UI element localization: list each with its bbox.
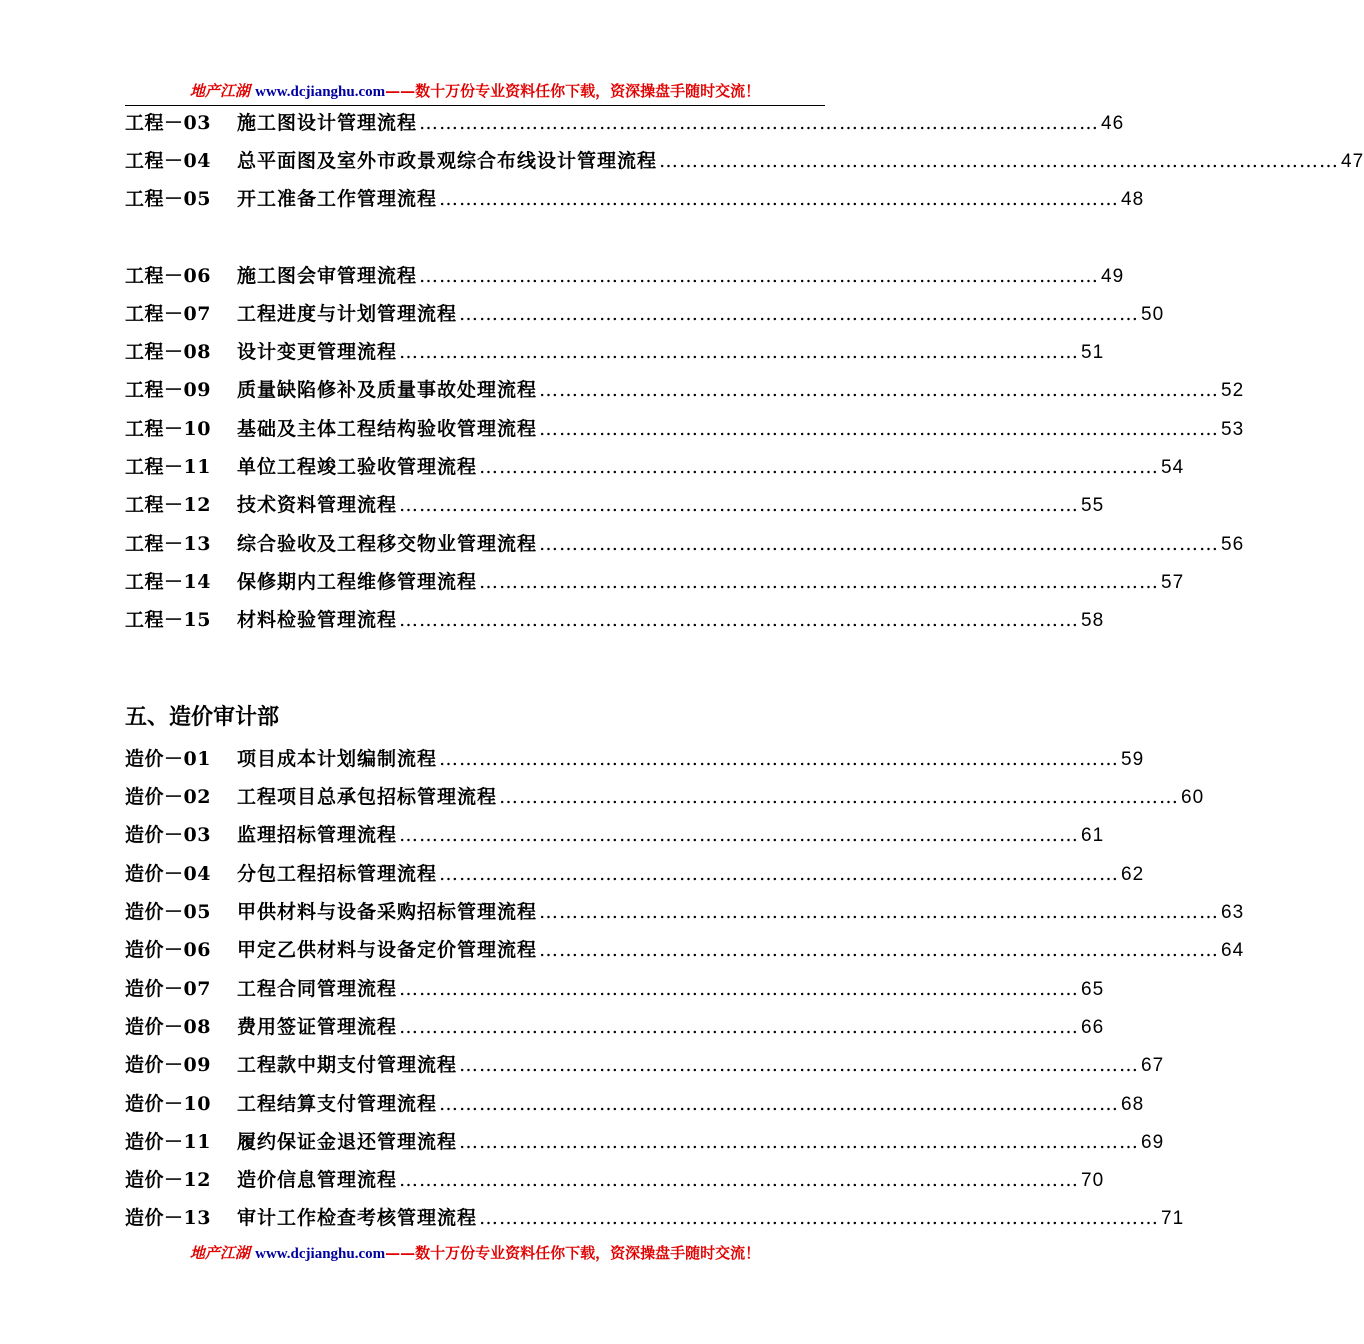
toc-page-number: 55: [1081, 495, 1105, 516]
toc-code: 造价－07: [125, 978, 211, 1000]
toc-title: 开工准备工作管理流程: [237, 188, 438, 210]
toc-leader-dots: …………………………………………………………………………………………: [459, 1054, 1140, 1076]
toc-code: 工程－13: [125, 533, 211, 555]
toc-entry[interactable]: [125, 1165, 1105, 1195]
toc-page-number: 54: [1161, 457, 1185, 478]
toc-leader-dots: …………………………………………………………………………………………: [539, 901, 1220, 923]
toc-leader-dots: …………………………………………………………………………………………: [459, 1131, 1140, 1153]
toc-page-number: 64: [1221, 940, 1245, 961]
toc-code: 造价－03: [125, 824, 211, 846]
toc-code: 工程－12: [125, 494, 211, 516]
toc-page-number: 48: [1121, 189, 1145, 210]
toc-title: 工程结算支付管理流程: [237, 1093, 438, 1115]
footer-brand: 地产江湖: [189, 1244, 250, 1262]
toc-entry[interactable]: [125, 184, 1145, 214]
toc-title: 甲定乙供材料与设备定价管理流程: [237, 939, 538, 961]
toc-code: 工程－11: [125, 456, 211, 478]
toc-page-number: 53: [1221, 419, 1245, 440]
toc-leader-dots: …………………………………………………………………………………………: [539, 379, 1220, 401]
toc-code: 工程－14: [125, 571, 211, 593]
toc-entry[interactable]: [125, 897, 1245, 927]
toc-title: 材料检验管理流程: [237, 609, 398, 631]
toc-page-number: 56: [1221, 534, 1245, 555]
toc-page-number: 57: [1161, 572, 1185, 593]
toc-leader-dots: …………………………………………………………………………………………: [539, 939, 1220, 961]
toc-entry[interactable]: [125, 859, 1145, 889]
toc-title: 设计变更管理流程: [237, 341, 398, 363]
toc-title: 基础及主体工程结构验收管理流程: [237, 418, 538, 440]
toc-entry[interactable]: [125, 1050, 1165, 1080]
toc-code: 造价－09: [125, 1054, 211, 1076]
toc-leader-dots: …………………………………………………………………………………………: [459, 303, 1140, 325]
toc-title: 质量缺陷修补及质量事故处理流程: [237, 379, 538, 401]
page-footer: [125, 1242, 825, 1263]
toc-entry[interactable]: [125, 782, 1205, 812]
toc-page-number: 66: [1081, 1017, 1105, 1038]
toc-code: 造价－10: [125, 1093, 211, 1115]
toc-title: 项目成本计划编制流程: [237, 748, 438, 770]
toc-page-number: 60: [1181, 787, 1205, 808]
toc-entry[interactable]: [125, 452, 1185, 482]
header-slogan: ——数十万份专业资料任你下载，资深操盘手随时交流！: [385, 82, 761, 100]
toc-page-number: 62: [1121, 864, 1145, 885]
toc-code: 造价－08: [125, 1016, 211, 1038]
toc-code: 工程－04: [125, 150, 211, 172]
toc-entry[interactable]: [125, 490, 1105, 520]
toc-page-number: 63: [1221, 902, 1245, 923]
toc-title: 分包工程招标管理流程: [237, 863, 438, 885]
toc-code: 造价－04: [125, 863, 211, 885]
toc-leader-dots: …………………………………………………………………………………………: [419, 112, 1100, 134]
toc-entry[interactable]: [125, 1089, 1145, 1119]
toc-title: 审计工作检查考核管理流程: [237, 1207, 478, 1229]
toc-leader-dots: …………………………………………………………………………………………: [399, 1169, 1080, 1191]
toc-code: 工程－10: [125, 418, 211, 440]
toc-title: 施工图设计管理流程: [237, 112, 418, 134]
toc-title: 总平面图及室外市政景观综合布线设计管理流程: [237, 150, 658, 172]
toc-leader-dots: …………………………………………………………………………………………: [539, 418, 1220, 440]
toc-page-number: 70: [1081, 1170, 1105, 1191]
toc-code: 造价－13: [125, 1207, 211, 1229]
toc-page-number: 61: [1081, 825, 1105, 846]
header-brand: 地产江湖: [189, 82, 250, 100]
toc-leader-dots: …………………………………………………………………………………………: [439, 748, 1120, 770]
toc-entry[interactable]: [125, 567, 1185, 597]
toc-page-number: 65: [1081, 979, 1105, 1000]
toc-code: 造价－01: [125, 748, 211, 770]
toc-code: 工程－15: [125, 609, 211, 631]
toc-page-number: 49: [1101, 266, 1125, 287]
toc-entry[interactable]: [125, 935, 1245, 965]
toc-entry[interactable]: [125, 1012, 1105, 1042]
toc-leader-dots: …………………………………………………………………………………………: [399, 978, 1080, 1000]
footer-url-link[interactable]: www.dcjianghu.com: [255, 1246, 386, 1262]
toc-title: 费用签证管理流程: [237, 1016, 398, 1038]
toc-page-number: 69: [1141, 1132, 1165, 1153]
toc-page-number: 68: [1121, 1094, 1145, 1115]
toc-code: 工程－06: [125, 265, 211, 287]
toc-page-number: 52: [1221, 380, 1245, 401]
toc-leader-dots: …………………………………………………………………………………………: [399, 824, 1080, 846]
toc-page-number: 71: [1161, 1208, 1185, 1229]
toc-leader-dots: …………………………………………………………………………………………: [419, 265, 1100, 287]
toc-leader-dots: …………………………………………………………………………………………: [439, 863, 1120, 885]
toc-page-number: 47: [1341, 151, 1364, 172]
toc-leader-dots: …………………………………………………………………………………………: [399, 609, 1080, 631]
toc-title: 施工图会审管理流程: [237, 265, 418, 287]
toc-leader-dots: …………………………………………………………………………………………: [659, 150, 1340, 172]
toc-leader-dots: …………………………………………………………………………………………: [479, 456, 1160, 478]
toc-entry[interactable]: [125, 1203, 1185, 1233]
toc-entry[interactable]: [125, 744, 1145, 774]
toc-code: 造价－02: [125, 786, 211, 808]
toc-code: 工程－05: [125, 188, 211, 210]
toc-page-number: 50: [1141, 304, 1165, 325]
toc-entry[interactable]: [125, 529, 1245, 559]
toc-code: 工程－08: [125, 341, 211, 363]
toc-title: 甲供材料与设备采购招标管理流程: [237, 901, 538, 923]
toc-title: 工程进度与计划管理流程: [237, 303, 458, 325]
toc-title: 单位工程竣工验收管理流程: [237, 456, 478, 478]
toc-page-number: 46: [1101, 113, 1125, 134]
toc-entry[interactable]: [125, 605, 1105, 635]
toc-code: 工程－03: [125, 112, 211, 134]
toc-title: 工程款中期支付管理流程: [237, 1054, 458, 1076]
toc-title: 保修期内工程维修管理流程: [237, 571, 478, 593]
toc-leader-dots: …………………………………………………………………………………………: [399, 1016, 1080, 1038]
toc-entry[interactable]: [125, 820, 1105, 850]
header-url-link[interactable]: www.dcjianghu.com: [255, 84, 386, 100]
toc-code: 造价－05: [125, 901, 211, 923]
toc-leader-dots: …………………………………………………………………………………………: [439, 1093, 1120, 1115]
toc-page-number: 67: [1141, 1055, 1165, 1076]
toc-title: 综合验收及工程移交物业管理流程: [237, 533, 538, 555]
section-heading: 五、造价审计部: [125, 704, 280, 730]
toc-code: 工程－09: [125, 379, 211, 401]
toc-leader-dots: …………………………………………………………………………………………: [439, 188, 1120, 210]
toc-entry[interactable]: [125, 299, 1165, 329]
toc-title: 造价信息管理流程: [237, 1169, 398, 1191]
toc-leader-dots: …………………………………………………………………………………………: [479, 571, 1160, 593]
toc-page-number: 59: [1121, 749, 1145, 770]
toc-code: 工程－07: [125, 303, 211, 325]
toc-code: 造价－11: [125, 1131, 211, 1153]
toc-entry[interactable]: [125, 1127, 1165, 1157]
toc-code: 造价－12: [125, 1169, 211, 1191]
footer-slogan: ——数十万份专业资料任你下载，资深操盘手随时交流！: [385, 1244, 761, 1262]
toc-title: 履约保证金退还管理流程: [237, 1131, 458, 1153]
toc-page-number: 51: [1081, 342, 1105, 363]
toc-entry[interactable]: [125, 414, 1245, 444]
toc-leader-dots: …………………………………………………………………………………………: [399, 494, 1080, 516]
toc-title: 监理招标管理流程: [237, 824, 398, 846]
toc-title: 工程项目总承包招标管理流程: [237, 786, 498, 808]
page-header: [125, 80, 825, 106]
toc-leader-dots: …………………………………………………………………………………………: [499, 786, 1180, 808]
toc-entry[interactable]: [125, 375, 1245, 405]
toc-entry[interactable]: [125, 108, 1125, 138]
toc-entry[interactable]: [125, 974, 1105, 1004]
toc-leader-dots: …………………………………………………………………………………………: [539, 533, 1220, 555]
toc-leader-dots: …………………………………………………………………………………………: [479, 1207, 1160, 1229]
toc-page-number: 58: [1081, 610, 1105, 631]
toc-entry[interactable]: [125, 146, 1364, 176]
toc-title: 工程合同管理流程: [237, 978, 398, 1000]
toc-leader-dots: …………………………………………………………………………………………: [399, 341, 1080, 363]
toc-title: 技术资料管理流程: [237, 494, 398, 516]
toc-entry[interactable]: [125, 261, 1125, 291]
toc-entry[interactable]: [125, 337, 1105, 367]
toc-code: 造价－06: [125, 939, 211, 961]
